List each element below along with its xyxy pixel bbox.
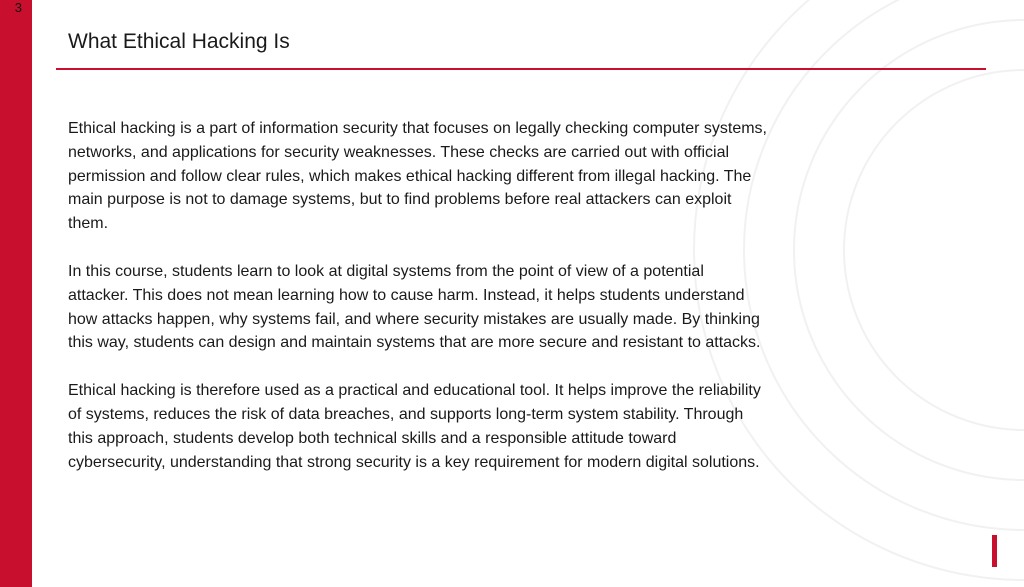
paragraph-line: of systems, reduces the risk of data breaches, and supports long-term system stability. Through	[68, 405, 744, 423]
paragraph-line: cybersecurity, understanding that strong security is a key requirement for modern digital solutions.	[68, 453, 760, 471]
corner-accent-mark	[992, 535, 997, 567]
paragraph-line: In this course, students learn to look at digital systems from the point of view of a potential	[68, 262, 704, 280]
slide-number: 3	[14, 0, 22, 15]
paragraph-line: how attacks happen, why systems fail, and where security mistakes are usually made. By thinking	[68, 310, 760, 328]
slide-title: What Ethical Hacking Is	[68, 30, 290, 53]
left-accent-bar	[0, 0, 32, 587]
title-divider	[56, 68, 986, 70]
paragraph-line: permission and follow clear rules, which makes ethical hacking different from illegal hacking. The	[68, 167, 752, 185]
paragraph-3	[68, 379, 868, 474]
paragraph-line: networks, and applications for security weaknesses. These checks are carried out with official	[68, 143, 730, 161]
paragraph-line: Ethical hacking is a part of information security that focuses on legally checking computer systems,	[68, 120, 767, 137]
paragraph-line: main purpose is not to damage systems, but to find problems before real attackers can exploit	[68, 191, 732, 209]
paragraph-line: Ethical hacking is therefore used as a practical and educational tool. It helps improve the reliability	[68, 382, 761, 400]
slide-body	[68, 117, 868, 498]
paragraph-line: attacker. This does not mean learning how to cause harm. Instead, it helps students understand	[68, 286, 745, 304]
paragraph-line: them.	[68, 215, 109, 233]
paragraph-line: this way, students can design and maintain systems that are more secure and resistant to attacks.	[68, 334, 761, 352]
paragraph-1	[68, 117, 868, 236]
paragraph-2	[68, 260, 868, 355]
paragraph-line: this approach, students develop both technical skills and a responsible attitude toward	[68, 429, 677, 447]
